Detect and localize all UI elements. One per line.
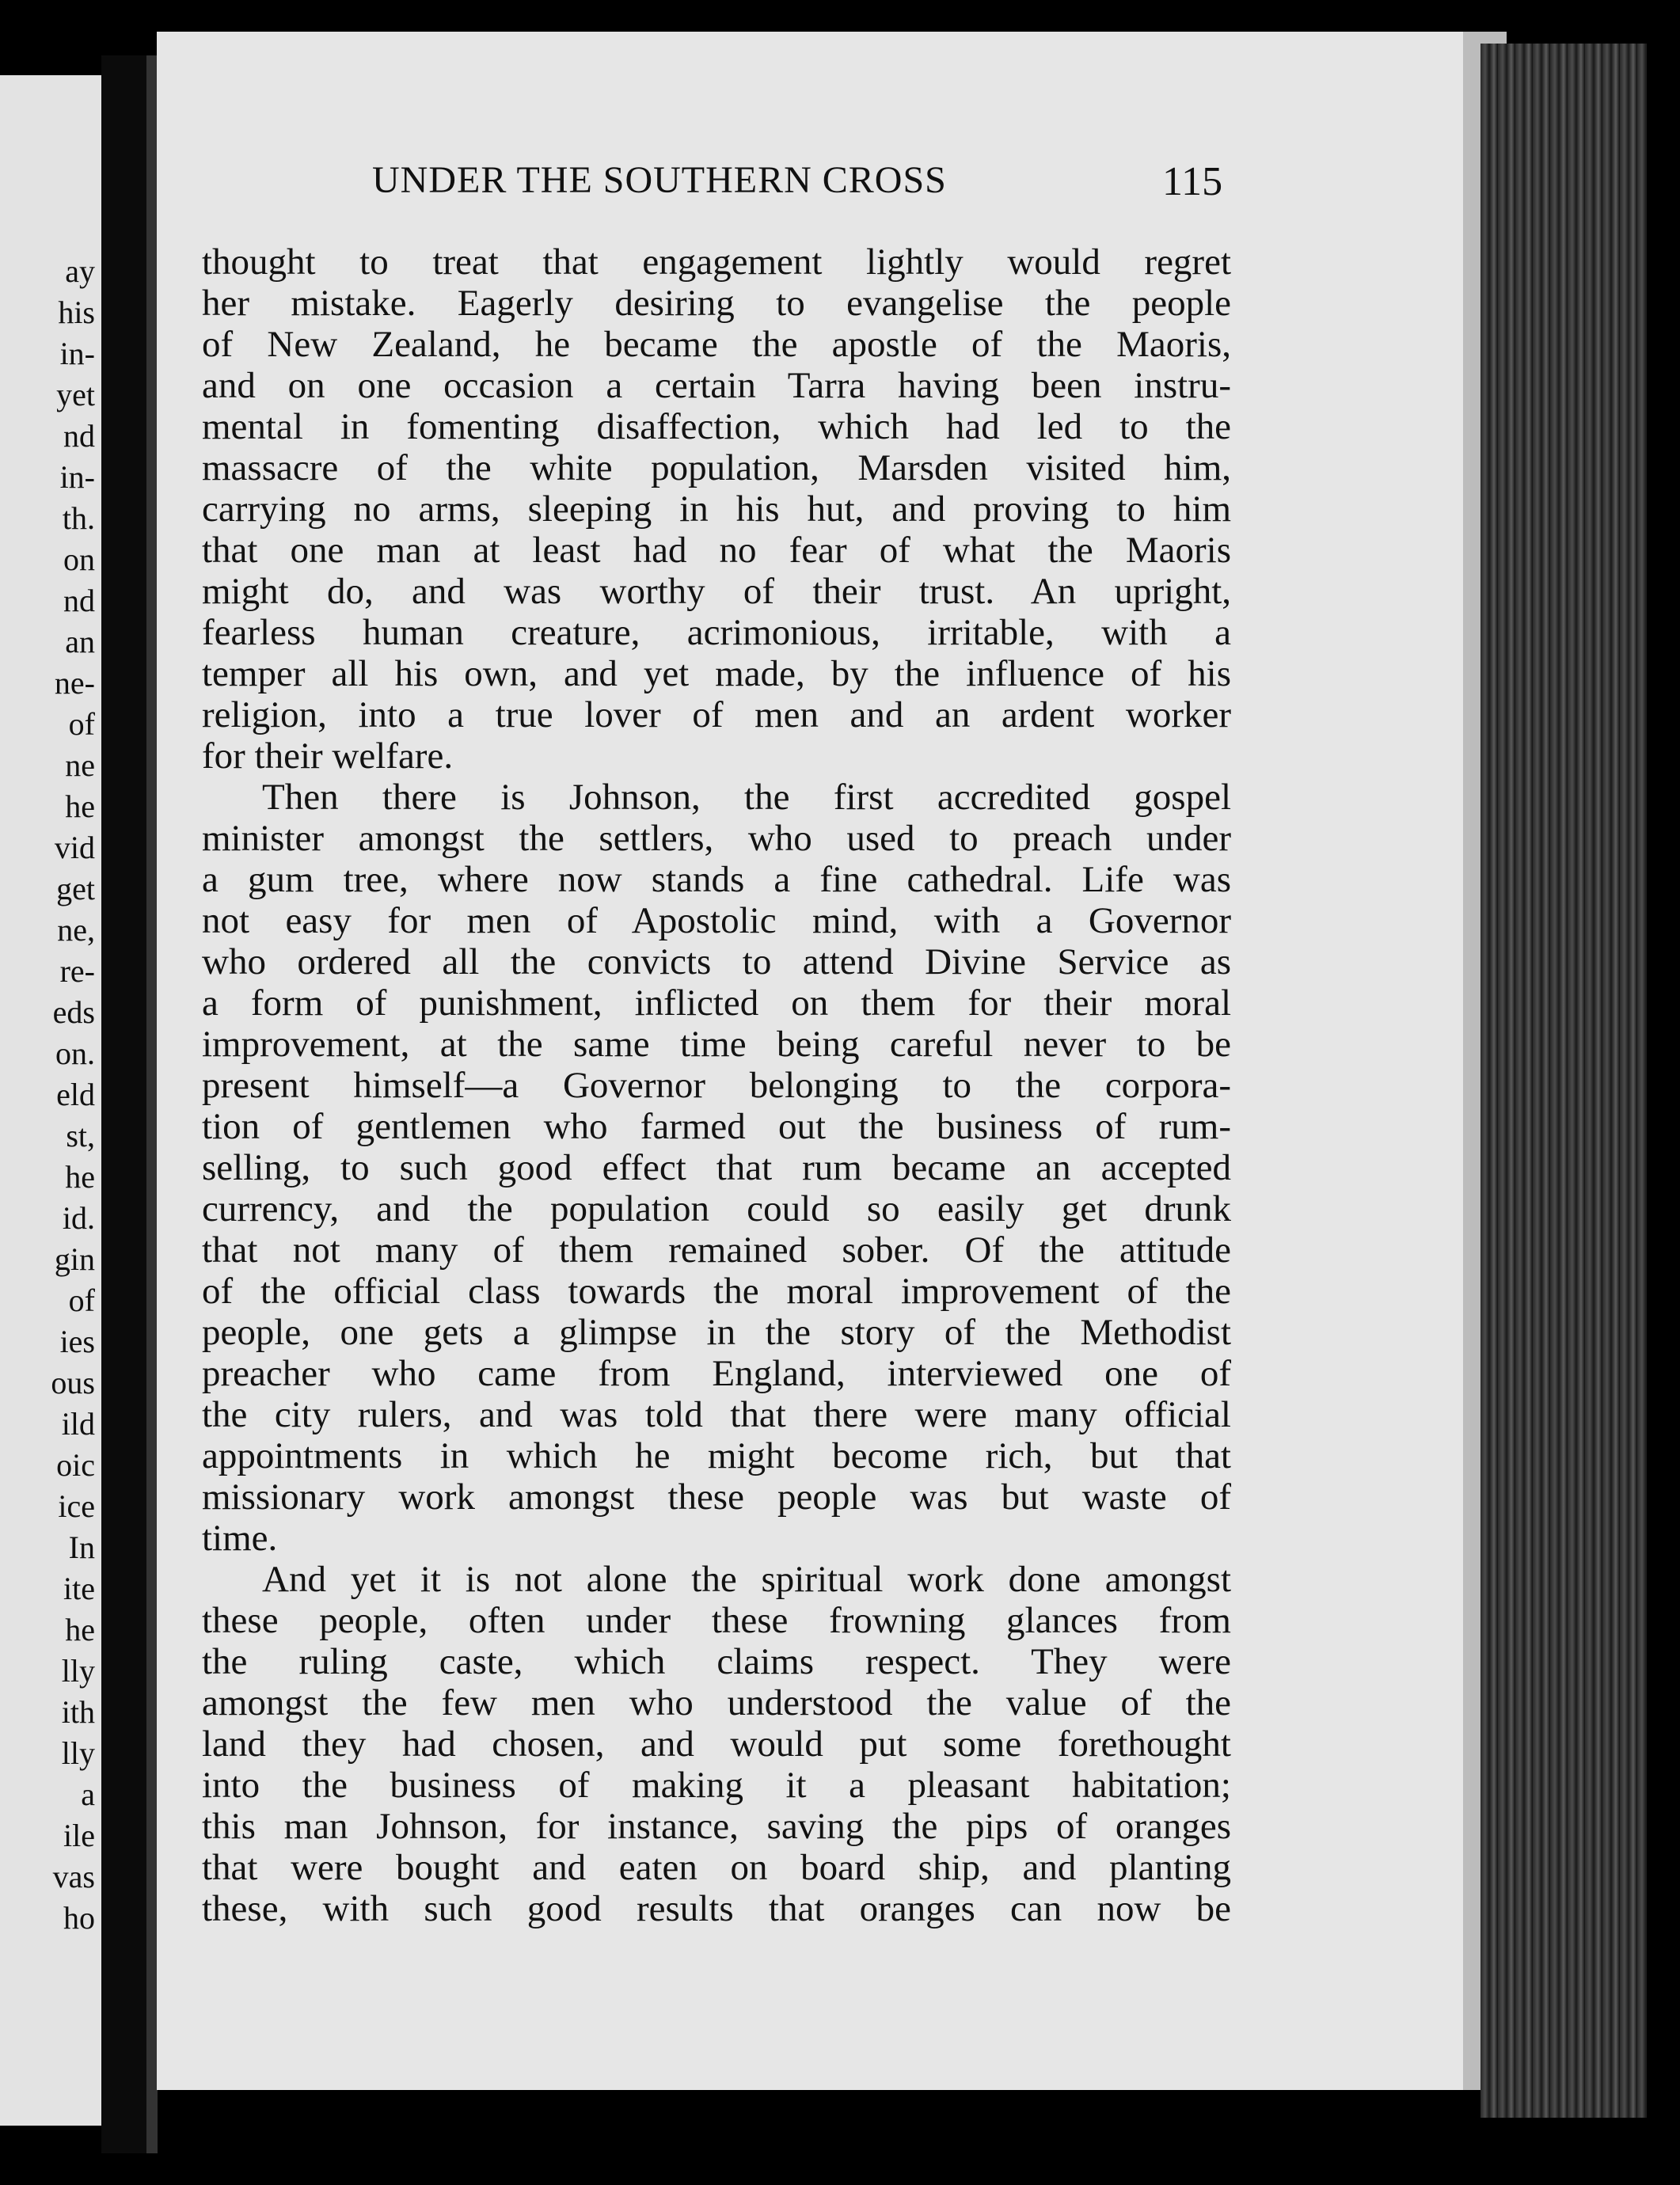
text-line: that not many of them remained sober. Of the attitude	[202, 1229, 1231, 1271]
facing-page-fragment	[0, 75, 101, 2126]
facing-page-text: re-	[59, 953, 95, 989]
text-line: appointments in which he might become rich, but that	[202, 1435, 1231, 1476]
text-line: improvement, at the same time being careful never to be	[202, 1024, 1231, 1065]
text-line: the ruling caste, which claims respect. They were	[202, 1641, 1231, 1682]
page-number: 115	[1162, 159, 1223, 204]
facing-page-text: yet	[56, 377, 95, 412]
text-line: these, with such good results that oranges can now be	[202, 1888, 1231, 1929]
facing-page-text: ice	[58, 1488, 95, 1524]
text-line: land they had chosen, and would put some forethought	[202, 1723, 1231, 1765]
facing-page-text: he	[65, 1612, 95, 1647]
text-line: Then there is Johnson, the first accredited gospel	[262, 777, 1231, 818]
facing-page-text: ies	[59, 1324, 95, 1359]
text-line: selling, to such good effect that rum became an accepted	[202, 1147, 1231, 1188]
facing-page-text: ho	[63, 1900, 95, 1936]
facing-page-text: ite	[63, 1571, 95, 1606]
facing-page-text: in-	[59, 459, 95, 495]
text-line: of the official class towards the moral improvement of the	[202, 1271, 1231, 1312]
text-line: people, one gets a glimpse in the story of the Methodist	[202, 1312, 1231, 1353]
text-line: and on one occasion a certain Tarra having been instru-	[202, 365, 1231, 406]
facing-page-text: lly	[61, 1735, 95, 1771]
facing-page-text: In	[68, 1530, 95, 1565]
text-line: And yet it is not alone the spiritual work done amongst	[262, 1559, 1231, 1600]
facing-page-text: he	[65, 788, 95, 824]
facing-page-text: ild	[61, 1406, 95, 1442]
text-line: the city rulers, and was told that there were many official	[202, 1394, 1231, 1435]
facing-page-text: eld	[56, 1077, 95, 1112]
facing-page-text: eds	[52, 994, 95, 1030]
facing-page-text: ne-	[54, 665, 95, 701]
text-line: that one man at least had no fear of what the Maoris	[202, 530, 1231, 571]
facing-page-text: ne,	[57, 912, 95, 948]
facing-page-text: ith	[61, 1694, 95, 1730]
facing-page-text: gin	[54, 1241, 95, 1277]
running-head: UNDER THE SOUTHERN CROSS	[372, 159, 947, 201]
facing-page-text: nd	[63, 583, 95, 618]
text-line: who ordered all the convicts to attend Divine Service as	[202, 941, 1231, 982]
gutter-edge	[146, 55, 158, 2153]
text-line: for their welfare.	[202, 735, 454, 777]
text-line: a gum tree, where now stands a fine cathedral. Life was	[202, 859, 1231, 900]
facing-page-text: vas	[52, 1859, 95, 1894]
facing-page-text: id.	[62, 1200, 95, 1236]
facing-page-text: his	[58, 294, 95, 330]
text-line: that were bought and eaten on board ship, and planting	[202, 1847, 1231, 1888]
text-line: thought to treat that engagement lightly would regret	[202, 241, 1231, 283]
facing-page-text: ile	[63, 1818, 95, 1853]
text-line: amongst the few men who understood the value of the	[202, 1682, 1231, 1723]
facing-page-text: ay	[65, 253, 95, 289]
text-line: not easy for men of Apostolic mind, with a Governor	[202, 900, 1231, 941]
facing-page-text: he	[65, 1159, 95, 1195]
facing-page-text: in-	[59, 336, 95, 371]
facing-page-text: lly	[61, 1653, 95, 1689]
text-line: currency, and the population could so easily get drunk	[202, 1188, 1231, 1229]
text-line: carrying no arms, sleeping in his hut, and proving to him	[202, 488, 1231, 530]
facing-page-text: on.	[55, 1036, 95, 1071]
facing-page-text: a	[81, 1776, 95, 1812]
text-line: a form of punishment, inflicted on them for their moral	[202, 982, 1231, 1024]
facing-page-text: oic	[56, 1447, 95, 1483]
text-line: into the business of making it a pleasant habitation;	[202, 1765, 1231, 1806]
facing-page-text: vid	[54, 830, 95, 865]
text-line: present himself—a Governor belonging to the corpora-	[202, 1065, 1231, 1106]
facing-page-text: th.	[62, 500, 95, 536]
text-line: of New Zealand, he became the apostle of the Maoris,	[202, 324, 1231, 365]
text-line: massacre of the white population, Marsden visited him,	[202, 447, 1231, 488]
text-line: these people, often under these frowning glances from	[202, 1600, 1231, 1641]
text-line: might do, and was worthy of their trust. An upright,	[202, 571, 1231, 612]
text-line: mental in fomenting disaffection, which had led to the	[202, 406, 1231, 447]
text-line: this man Johnson, for instance, saving the pips of oranges	[202, 1806, 1231, 1847]
facing-page-text: get	[56, 871, 95, 906]
text-line: fearless human creature, acrimonious, irritable, with a	[202, 612, 1231, 653]
facing-page-text: on	[63, 542, 95, 577]
facing-page-text: ne	[65, 747, 95, 783]
facing-page-text: ous	[51, 1365, 95, 1400]
facing-page-text: an	[65, 624, 95, 659]
facing-page-text: of	[68, 706, 95, 742]
text-line: temper all his own, and yet made, by the influence of his	[202, 653, 1231, 694]
text-line: time.	[202, 1518, 278, 1559]
page-edges	[1480, 44, 1647, 2118]
text-line: missionary work amongst these people was but waste of	[202, 1476, 1231, 1518]
text-line: tion of gentlemen who farmed out the business of rum-	[202, 1106, 1231, 1147]
text-line: religion, into a true lover of men and an ardent worker	[202, 694, 1231, 735]
text-line: her mistake. Eagerly desiring to evangelise the people	[202, 283, 1231, 324]
body-text	[202, 241, 1231, 1929]
facing-page-text: nd	[63, 418, 95, 454]
facing-page-text: st,	[66, 1118, 95, 1153]
text-line: preacher who came from England, interviewed one of	[202, 1353, 1231, 1394]
text-line: minister amongst the settlers, who used to preach under	[202, 818, 1231, 859]
facing-page-text: of	[68, 1282, 95, 1318]
